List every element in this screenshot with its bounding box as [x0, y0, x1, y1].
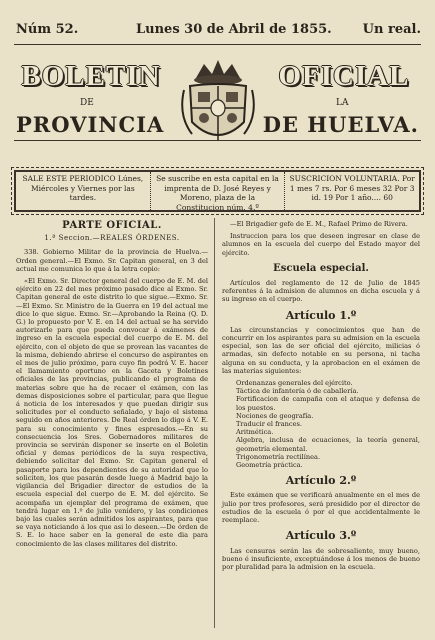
paragraph: Artículos del reglamento de 12 de Julio de 1845 referentes á la admision de alumnos en dicha escuela y á su ingreso en el cuerpo. [222, 279, 420, 304]
paragraph: «El Exmo. Sr. Director general del cuerpo de E. M. del ejército en 22 del mes próximo pasado dice al Exmo. Sr. Capitan general de este distrito lo que sigue.—Exmo. Sr.—El Exmo. Sr. Ministro de la Guerra en 19 del actual me dice lo que sigue. Exmo. Sr.—Aprobando la Reina (Q. D. G.) lo propuesto por V. E. en 14 del actual se ha servido autorizarle para que pueda convocar á exámenes de ingreso en la escuela especial del cuerpo de E. M. del ejército, con el objeto de que se provean las vacantes de la misma, debiendo abrirse el concurso de aspirantes en el mes de julio próximo, para cuyo fin podrá V. E. hacer el llamamiento oportuno en la Gaceta y Boletines oficiales de las provincias, publicando el programa de materias sobre que ha de recaer el exámen, con las demas disposiciones sobre el particular, para que llegue á noticia de los interesados y que puedan dirigir sus solicitudes por el conducto señalado, y bajo el sistema seguido en años anteriores. De Real órden lo digo á V. E. para su conocimiento y fines espresados.—En su consecuencia los Sres. Gobernadores militares de provincia se servirán disponer se inserte en el Boletin oficial y demas periódicos de la suya respectiva, debiendo solicitar del Exmo. Sr. Capitan general el pasaporte para los dependientes de su autoridad que lo soliciten, los que pasarán desde luego á Madrid bajo la vigilancia del Brigadier director de estudios de la escuela especial del cuerpo de E. M. del ejército. Se acompaña un ejemplar del programa de exámen, que tendrá lugar en 1.º de julio venidero, y las condiciones bajo las cuales serán admitidos los aspirantes, para que se vaya noticiando á los que asi lo deseen.—De órden de S. E. lo hace saber en la general de este dia para conocimiento de las clases militares del distrito. [16, 277, 208, 548]
title-left: BOLETIN [21, 60, 161, 92]
paragraph: Este exámen que se verificará anualmente en el mes de julio por tres profesores, será presidido por el director de estudios de la escuela ó por el que accidentalmente le reemplace. [222, 491, 420, 525]
info-publication: SALE ESTE PERIODICO Lúnes, Miércoles y Viernes por las tardes. [22, 174, 144, 202]
heading-article-3: Artículo 3.º [285, 529, 357, 543]
column-divider [214, 218, 215, 628]
subsection-title: 1.ª Seccion.—REALES ÓRDENES. [44, 234, 180, 243]
list-item: Algebra, inclusa de ecuaciones, la teoría general, geometría elemental. [236, 436, 420, 453]
masthead-rule [14, 140, 421, 141]
issue-number: Núm 52. [16, 22, 79, 37]
right-column [222, 220, 420, 575]
paragraph: 338. Gobierno Militar de la provincia de Huelva.—Orden general.—El Exmo. Sr. Capitan general, en 3 del actual me comunica lo que á la letra copio: [16, 248, 208, 273]
subscription-info [14, 170, 421, 212]
subject-list [236, 379, 420, 469]
list-item: Aritmética. [236, 428, 274, 437]
left-column [16, 220, 208, 552]
title-right: OFICIAL [278, 60, 410, 92]
royal-crest-icon [174, 56, 262, 152]
list-item: Traducir el frances. [236, 420, 302, 429]
list-item: Ordenanzas generales del ejército. [236, 379, 353, 388]
paragraph: —El Brigadier gefe de E. M., Rafael Primo de Rivera. [230, 220, 408, 228]
paragraph: Instruccion para los que deseen ingresar en clase de alumnos en la escuela del cuerpo del Estado mayor del ejército. [222, 232, 420, 257]
heading-escuela: Escuela especial. [273, 262, 369, 274]
list-item: Táctica de infantería ó de caballería. [236, 387, 359, 396]
issue-date: Lunes 30 de Abril de 1855. [136, 22, 332, 37]
issue-price: Un real. [362, 22, 421, 37]
list-item: Trigonometría rectilínea. [236, 452, 321, 461]
section-title: PARTE OFICIAL. [62, 220, 162, 231]
list-item: Fortificacion de campaña con el ataque y defensa de los puestos. [236, 395, 420, 412]
title-la: LA [336, 98, 349, 108]
title-provincia: PROVINCIA [16, 112, 165, 137]
title-huelva: DE HUELVA. [262, 112, 419, 137]
list-item: Geometría práctica. [236, 461, 303, 470]
heading-article-1: Artículo 1.º [285, 308, 357, 322]
info-subscription: SUSCRICION VOLUNTARIA. Por 1 mes 7 rs. Por 6 meses 32 Por 3 id. 19 Por 1 año.... 60 [284, 172, 419, 210]
info-printer: Se suscribe en esta capital en la imprenta de D. José Reyes y Moreno, plaza de la Constitucion núm. 4.º [150, 172, 285, 210]
paragraph: Las censuras serán las de sobresaliente, muy bueno, bueno é insuficiente, exceptuándose á los menos de bueno por pluralidad para la admision en la escuela. [222, 546, 420, 571]
heading-article-2: Artículo 2.º [285, 474, 357, 488]
title-de: DE [80, 98, 94, 108]
issue-header [16, 22, 421, 42]
paragraph: Las circunstancias y conocimientos que han de concurrir en los aspirantes para su admision en la escuela especial, son las de ser oficial del ejército, milicias ó armadas, sin defecto notable en su persona, ni tacha alguna en su conducta, y la aprobacion en el exámen de las materias siguientes: [222, 325, 420, 375]
header-rule [14, 44, 421, 45]
list-item: Nociones de geografía. [236, 411, 314, 420]
